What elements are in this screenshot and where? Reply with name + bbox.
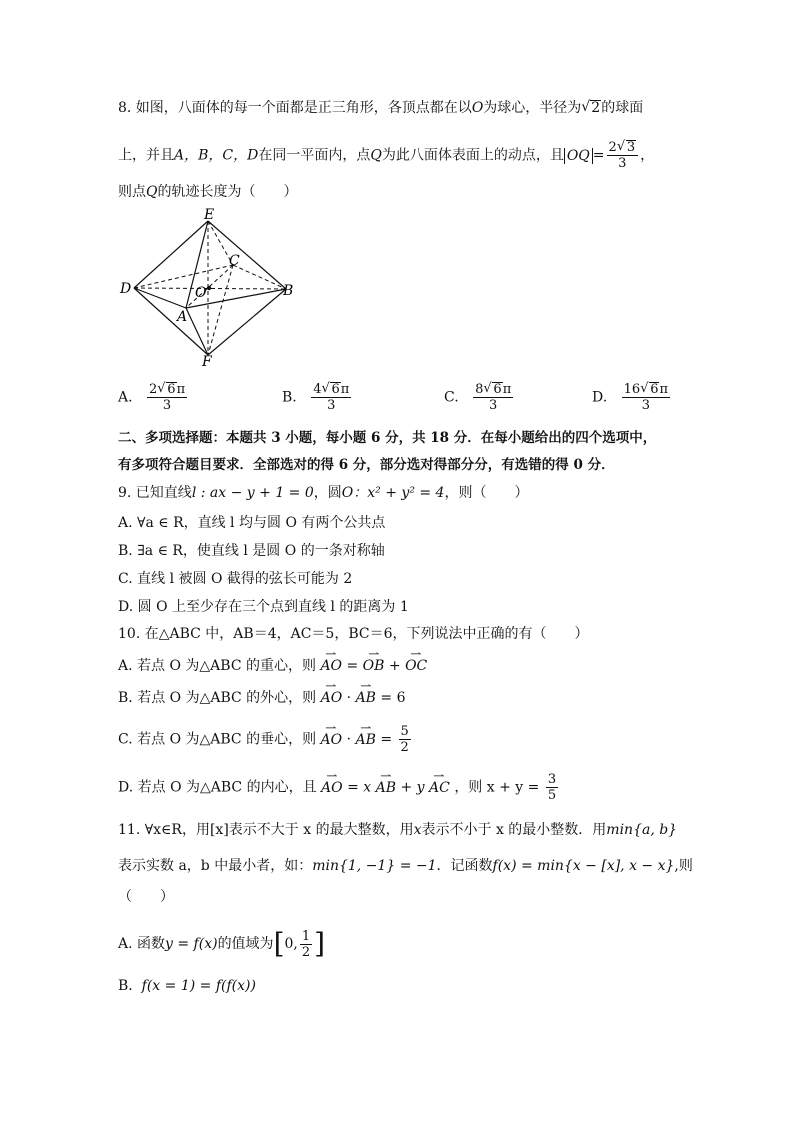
q9-option-b[interactable]: B. ∃a ∈ R，使直线 l 是圆 O 的一条对称轴 xyxy=(118,543,385,559)
edge-da xyxy=(134,288,186,308)
q8-option-c[interactable]: C. $\frac{8√ 6\pi}{3}$ xyxy=(444,382,515,413)
q10-stem: 10. 在△ABC 中，AB＝4，AC＝5，BC＝6，下列说法中正确的有（ ） xyxy=(118,626,589,642)
q8-line1 xyxy=(118,98,694,118)
q8-option-a[interactable]: A. $\frac{2√ 6\pi}{3}$ xyxy=(118,382,189,413)
edge-af xyxy=(186,308,208,355)
q10-option-d[interactable]: D. 若点 O 为△ABC 的内心，且 ⇀ AO = x ⇀ AB + y ⇀ AC ，则 x + y = $\frac{3}{5}$ xyxy=(118,772,694,803)
octahedron-figure xyxy=(115,205,300,370)
center-dot xyxy=(207,286,211,290)
q11-line2: 表示实数 a，b 中最小者，如：min{1, −1} = −1．记函数f(x) = min{x − [x], x − x},则 xyxy=(118,858,693,874)
edge-cf-hidden xyxy=(208,265,233,355)
q10-option-b[interactable]: B. 若点 O 为△ABC 的外心，则 ⇀ AO · ⇀ AB = 6 xyxy=(118,688,694,708)
frac-2sqrt3-3: $\frac{2√ 3}{3}$ xyxy=(607,140,639,171)
q8-option-b[interactable]: B. $\frac{4√ 6\pi}{3}$ xyxy=(282,382,353,413)
q8-line2: 上，并且A，B，C，D在同一平面内，点Q为此八面体表面上的动点，且 OQ = $\frac{2√ 3}{3}$ ， xyxy=(118,140,694,171)
label-b: B xyxy=(283,283,294,299)
q11-line1: 11. ∀x∈R，用[x]表示不大于 x 的最大整数，用x表示不小于 x 的最小整数．用min{a, b} xyxy=(118,822,678,838)
abs-oq: OQ xyxy=(564,148,593,164)
section2-line2: 有多项符合题目要求．全部选对的得 6 分，部分选对得部分分，有选错的得 0 分． xyxy=(118,457,615,473)
q11-option-b[interactable]: B. f(x = 1) = f(f(x)) xyxy=(118,978,256,994)
var-q: Q xyxy=(370,147,382,164)
points-abcd: A，B，C，D xyxy=(174,147,259,164)
section2-line1: 二、多项选择题：本题共 3 小题，每小题 6 分，共 18 分．在每小题给出的四个选项中， xyxy=(118,430,657,446)
label-o: O xyxy=(195,285,207,301)
label-f: F xyxy=(202,354,212,370)
q9-stem: 9. 已知直线l : ax − y + 1 = 0，圆O：x² + y² = 4，则（ ） xyxy=(118,485,529,501)
q9-option-d[interactable]: D. 圆 O 上至少存在三个点到直线 l 的距离为 1 xyxy=(118,599,409,615)
q11-option-a[interactable]: A. 函数y = f(x)的值域为[0, $\frac{1}{2}$ ] xyxy=(118,927,326,960)
q8-text: 为球心，半径为 xyxy=(483,100,582,116)
edge-dc-hidden xyxy=(134,265,233,288)
q10-option-c[interactable]: C. 若点 O 为△ABC 的垂心，则 ⇀ AO · ⇀ AB = $\frac{5}{2}$ xyxy=(118,724,694,755)
var-o: O xyxy=(471,100,484,116)
q8-line3: 则点Q的轨迹长度为（ ） xyxy=(118,184,298,200)
edge-cb-hidden xyxy=(233,265,286,289)
q11-line3: （ ） xyxy=(118,889,174,905)
sqrt-2: √ 2 xyxy=(581,98,601,118)
edge-bf xyxy=(208,289,286,355)
q8-option-d[interactable]: D. $\frac{16√ 6\pi}{3}$ xyxy=(592,382,672,413)
edge-eb xyxy=(208,221,286,289)
label-d: D xyxy=(120,281,132,297)
label-c: C xyxy=(229,253,240,269)
label-e: E xyxy=(204,207,215,223)
q10-option-a[interactable]: A. 若点 O 为△ABC 的重心，则 ⇀ AO = ⇀ OB + ⇀ OC xyxy=(118,656,694,676)
q9-option-c[interactable]: C. 直线 l 被圆 O 截得的弦长可能为 2 xyxy=(118,571,353,587)
q9-option-a[interactable]: A. ∀a ∈ R，直线 l 均与圆 O 有两个公共点 xyxy=(118,515,386,531)
q8-text: 8. 如图，八面体的每一个面都是正三角形，各顶点都在以 xyxy=(118,100,472,116)
q8-text: 的球面 xyxy=(601,100,644,116)
edge-ed xyxy=(134,221,208,288)
label-a: A xyxy=(177,309,188,325)
